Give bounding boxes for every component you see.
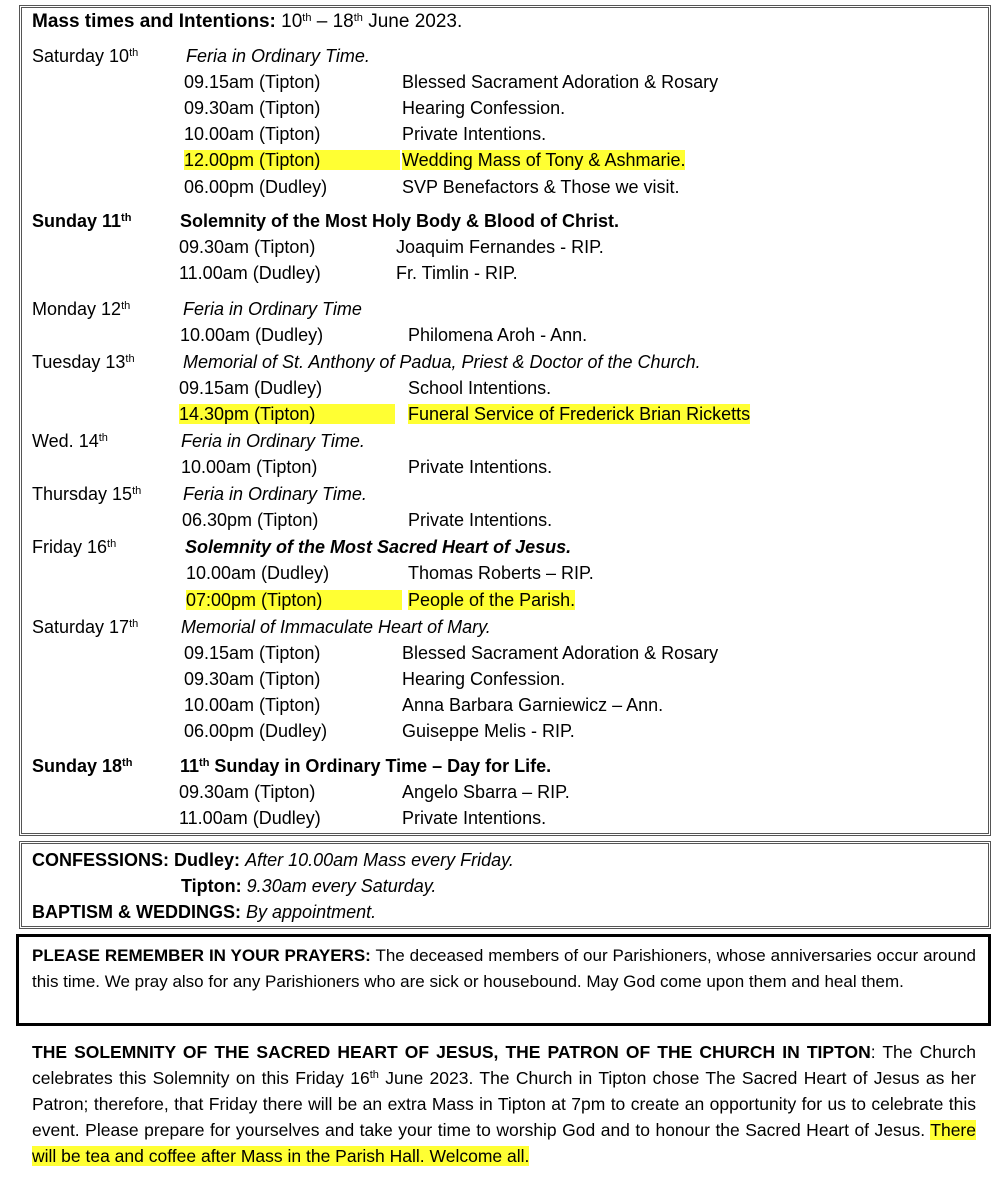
mass-time: 06.00pm (Dudley) [184,721,328,741]
feast-title: Memorial of Immaculate Heart of Mary. [181,617,491,637]
mass-time: 09.30am (Tipton) [179,782,316,802]
mass-intention: SVP Benefactors & Those we visit. [402,177,680,197]
mass-time: 12.00pm (Tipton) [184,147,400,173]
mass-time: 11.00am (Dudley) [179,263,321,283]
mass-intention: Fr. Timlin - RIP. [396,263,518,283]
mass-intention: Private Intentions. [402,808,547,828]
confessions-line-tipton: Tipton: 9.30am every Saturday. [181,876,437,896]
mass-intention: Private Intentions. [402,124,547,144]
day-label: Saturday 17th [32,617,139,637]
mass-intention: People of the Parish. [408,590,576,610]
feast-title: Solemnity of the Most Sacred Heart of Jesus. [185,537,572,557]
mass-intention: School Intentions. [408,378,552,398]
mass-header [32,9,462,35]
mass-intention: Private Intentions. [408,510,553,530]
solemnity-paragraph: THE SOLEMNITY OF THE SACRED HEART OF JESUS, THE PATRON OF THE CHURCH IN TIPTON: The Church celebrates this Solemnity on this Friday 16th June 2023. The Church in Tipton chose The Sacred Heart of Jesus as her Patron; therefore, that Friday there will be an extra Mass in Tipton at 7pm to create an opportunity for us to celebrate this event. Please prepare for yourselves and take your time to worship God and to honour the Sacred Heart of Jesus. There will be tea and coffee after Mass in the Parish Hall. Welcome all. [32,1042,976,1166]
mass-time: 11.00am (Dudley) [179,808,321,828]
mass-intention: Philomena Aroh - Ann. [408,325,588,345]
feast-title: Feria in Ordinary Time [183,299,362,319]
day-label: Saturday 10th [32,46,139,66]
mass-intention: Hearing Confession. [402,669,566,689]
mass-time: 07:00pm (Tipton) [186,587,402,613]
mass-time: 10.00am (Tipton) [181,457,318,477]
mass-title: Mass times and Intentions: [32,11,276,32]
mass-time: 14.30pm (Tipton) [179,401,395,427]
day-label: Tuesday 13th [32,352,135,372]
solemnity-heading: THE SOLEMNITY OF THE SACRED HEART OF JESUS, THE PATRON OF THE CHURCH IN TIPTON [32,1042,871,1062]
mass-intention: Thomas Roberts – RIP. [408,563,594,583]
mass-intention: Guiseppe Melis - RIP. [402,721,575,741]
feast-title: Solemnity of the Most Holy Body & Blood of Christ. [180,211,619,231]
feast-title: Feria in Ordinary Time. [186,46,370,66]
prayers-text: PLEASE REMEMBER IN YOUR PRAYERS: The deceased members of our Parishioners, whose anniversaries occur around this time. We pray also for any Parishioners who are sick or housebound. May God come upon them and heal them. [32,946,976,991]
mass-intention: Joaquim Fernandes - RIP. [396,237,604,257]
mass-time: 10.00am (Dudley) [186,563,330,583]
mass-intention: Blessed Sacrament Adoration & Rosary [402,72,719,92]
day-label: Friday 16th [32,537,117,557]
mass-time: 10.00am (Tipton) [184,695,321,715]
day-label: Thursday 15th [32,484,142,504]
feast-title: Feria in Ordinary Time. [181,431,365,451]
baptism-line: BAPTISM & WEDDINGS: By appointment. [32,902,377,922]
feast-title: Memorial of St. Anthony of Padua, Priest & Doctor of the Church. [183,352,701,372]
mass-time: 09.30am (Tipton) [184,669,321,689]
mass-time: 06.30pm (Tipton) [182,510,319,530]
confessions-line-dudley: CONFESSIONS: Dudley: After 10.00am Mass every Friday. [32,850,514,870]
mass-time: 09.15am (Tipton) [184,643,321,663]
day-label: Sunday 18th [32,756,133,776]
day-label: Sunday 11th [32,211,132,231]
mass-intention: Funeral Service of Frederick Brian Ricketts [408,404,751,424]
day-label: Monday 12th [32,299,131,319]
mass-time: 09.15am (Dudley) [179,378,323,398]
mass-time: 10.00am (Dudley) [180,325,324,345]
tea-coffee-highlight: There will be tea and coffee after Mass in the Parish Hall. Welcome all. [32,1120,976,1166]
mass-intention: Private Intentions. [408,457,553,477]
mass-intention: Hearing Confession. [402,98,566,118]
mass-intention: Blessed Sacrament Adoration & Rosary [402,643,719,663]
mass-intention: Wedding Mass of Tony & Ashmarie. [402,150,686,170]
mass-intention: Angelo Sbarra – RIP. [402,782,570,802]
feast-title: Feria in Ordinary Time. [183,484,367,504]
mass-time: 09.30am (Tipton) [179,237,316,257]
mass-time: 09.30am (Tipton) [184,98,321,118]
day-label: Wed. 14th [32,431,108,451]
mass-time: 06.00pm (Dudley) [184,177,328,197]
mass-intention: Anna Barbara Garniewicz – Ann. [402,695,664,715]
mass-time: 10.00am (Tipton) [184,124,321,144]
mass-time: 09.15am (Tipton) [184,72,321,92]
feast-title: 11th Sunday in Ordinary Time – Day for Life. [180,756,552,776]
mass-date-range: 10th – 18th June 2023. [281,11,463,32]
